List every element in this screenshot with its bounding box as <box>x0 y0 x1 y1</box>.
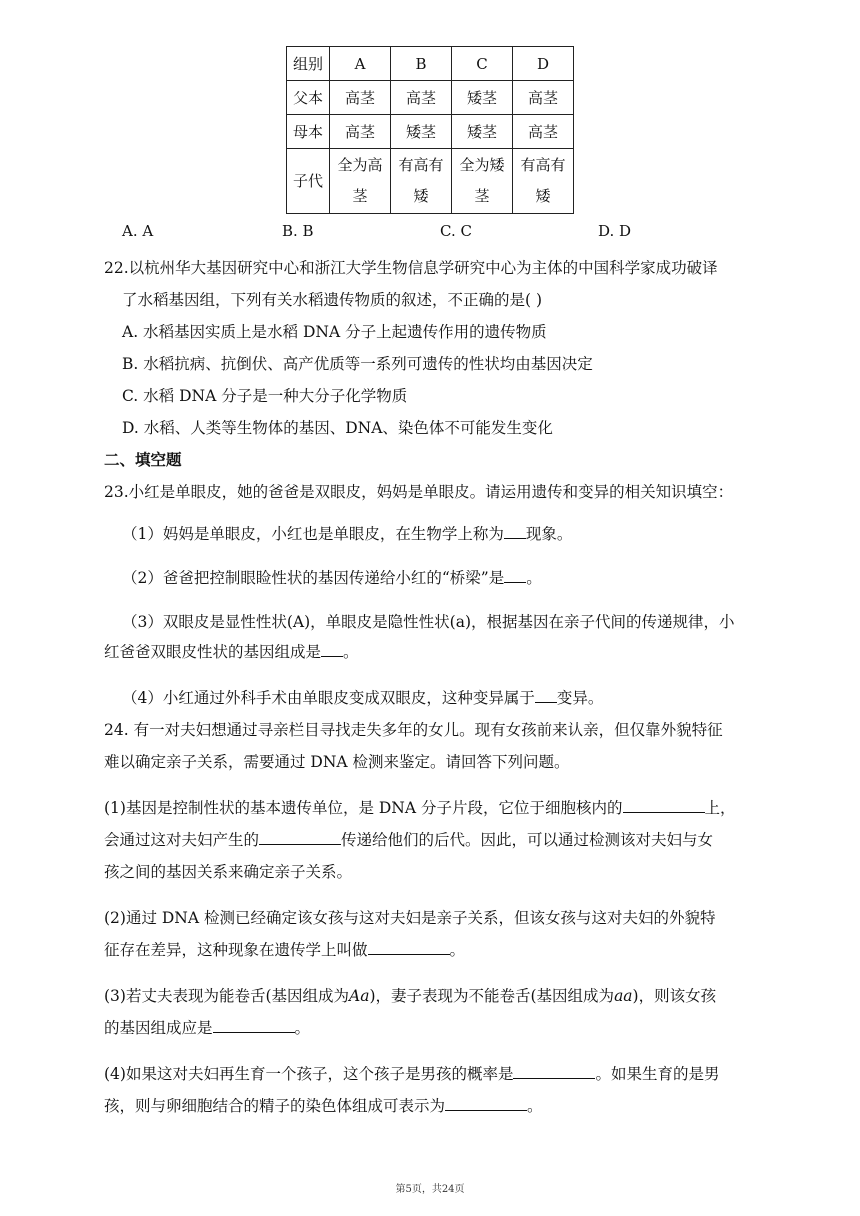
table-cell <box>330 149 391 214</box>
text: （2）爸爸把控制眼睑性状的基因传递给小红的“桥梁”是 <box>122 569 505 587</box>
text: 会通过这对夫妇产生的 <box>104 831 260 849</box>
cell-line: 茎 <box>352 187 368 205</box>
table-cell: 高茎 <box>513 115 574 149</box>
option-a: A. A <box>122 222 154 240</box>
answer-blank[interactable] <box>623 798 705 813</box>
text: 。 <box>526 569 542 587</box>
q24-part1-line2 <box>104 828 713 850</box>
q23-part2 <box>122 566 542 588</box>
table-cell: D <box>513 47 574 81</box>
text: 上， <box>704 799 736 817</box>
text: 。 <box>527 1097 543 1115</box>
table-cell <box>452 149 513 214</box>
answer-blank[interactable] <box>321 642 343 657</box>
cell-line: 矮 <box>413 187 429 205</box>
q22-option-c: C. 水稻 DNA 分子是一种大分子化学物质 <box>122 387 408 405</box>
table-cell: 矮茎 <box>452 81 513 115</box>
table-cell: A <box>330 47 391 81</box>
table-cell: 子代 <box>287 149 330 214</box>
q21-options <box>0 222 860 244</box>
text: (4)如果这对夫妇再生育一个孩子，这个孩子是男孩的概率是 <box>104 1065 514 1083</box>
option-d: D. D <box>598 222 632 240</box>
answer-blank[interactable] <box>213 1018 295 1033</box>
table-cell: 高茎 <box>330 81 391 115</box>
q24-part2-line1: (2)通过 DNA 检测已经确定该女孩与这对夫妇是亲子关系，但该女孩与这对夫妇的外貌特 <box>104 909 716 927</box>
table-cell: 组别 <box>287 47 330 81</box>
genotype: Aa <box>349 987 370 1005</box>
text: 孩，则与卵细胞结合的精子的染色体组成可表示为 <box>104 1097 446 1115</box>
q24-part3-line2 <box>104 1016 310 1038</box>
text: 征存在差异，这种现象在遗传学上叫做 <box>104 941 368 959</box>
answer-blank[interactable] <box>445 1096 527 1111</box>
q22-stem-line2: 了水稻基因组，下列有关水稻遗传物质的叙述，不正确的是( ) <box>122 291 543 309</box>
table-cell: 父本 <box>287 81 330 115</box>
section-heading: 二、填空题 <box>104 450 182 469</box>
table-row <box>287 149 574 214</box>
text: 传递给他们的后代。因此，可以通过检测该对夫妇与女 <box>341 831 714 849</box>
q23-part4 <box>122 686 603 708</box>
text: 变异。 <box>556 689 604 707</box>
table-cell: 矮茎 <box>391 115 452 149</box>
q24-part1-line1 <box>104 796 736 818</box>
q24-part4-line1 <box>104 1062 719 1084</box>
table-cell: B <box>391 47 452 81</box>
q22-option-a: A. 水稻基因实质上是水稻 DNA 分子上起遗传作用的遗传物质 <box>122 323 547 341</box>
table-cell: 矮茎 <box>452 115 513 149</box>
cell-line: 全为高 <box>337 156 383 174</box>
q22-option-b: B. 水稻抗病、抗倒伏、高产优质等一系列可遗传的性状均由基因决定 <box>122 355 593 373</box>
q24-stem-line1: 24. 有一对夫妇想通过寻亲栏目寻找走失多年的女儿。现有女孩前来认亲，但仅靠外貌特征 <box>104 721 723 739</box>
cell-line: 有高有 <box>398 156 444 174</box>
text: （1）妈妈是单眼皮，小红也是单眼皮，在生物学上称为 <box>122 525 504 543</box>
table-cell <box>513 149 574 214</box>
text: 红爸爸双眼皮性状的基因组成是 <box>104 643 322 661</box>
option-b: B. B <box>282 222 314 240</box>
text: 的基因组成应是 <box>104 1019 213 1037</box>
table-cell: 高茎 <box>391 81 452 115</box>
q24-part3-line1 <box>104 984 716 1006</box>
table-header-row <box>287 47 574 81</box>
option-c: C. C <box>440 222 472 240</box>
answer-blank[interactable] <box>368 940 450 955</box>
table-row <box>287 115 574 149</box>
text: 。 <box>343 643 359 661</box>
table-row <box>287 81 574 115</box>
text: )，妻子表现为不能卷舌(基因组成为 <box>369 987 615 1005</box>
answer-blank[interactable] <box>504 524 526 539</box>
q23-part3-line2 <box>104 640 359 662</box>
cell-line: 矮 <box>535 187 551 205</box>
genotype: aa <box>614 987 633 1005</box>
q22-option-d: D. 水稻、人类等生物体的基因、DNA、染色体不可能发生变化 <box>122 419 553 437</box>
table-cell: C <box>452 47 513 81</box>
table-cell: 高茎 <box>513 81 574 115</box>
q24-stem-line2: 难以确定亲子关系，需要通过 DNA 检测来鉴定。请回答下列问题。 <box>104 753 570 771</box>
q24-part1-line3: 孩之间的基因关系来确定亲子关系。 <box>104 863 353 881</box>
cell-line: 茎 <box>474 187 490 205</box>
q24-part4-line2 <box>104 1094 543 1116</box>
q23-stem: 23.小红是单眼皮，她的爸爸是双眼皮，妈妈是单眼皮。请运用遗传和变异的相关知识填空： <box>104 483 734 501</box>
cross-experiment-table <box>286 46 574 214</box>
cell-line: 全为矮 <box>459 156 505 174</box>
text: （4）小红通过外科手术由单眼皮变成双眼皮，这种变异属于 <box>122 689 535 707</box>
page-number: 第5页，共24页 <box>395 1184 465 1195</box>
text: (3)若丈夫表现为能卷舌(基因组成为 <box>104 987 350 1005</box>
text: 。如果生育的是男 <box>595 1065 720 1083</box>
table-cell: 母本 <box>287 115 330 149</box>
q23-part1 <box>122 522 572 544</box>
table-cell: 高茎 <box>330 115 391 149</box>
text: 。 <box>449 941 466 959</box>
text: (1)基因是控制性状的基本遗传单位，是 DNA 分子片段，它位于细胞核内的 <box>104 799 623 817</box>
q22-stem-line1: 22.以杭州华大基因研究中心和浙江大学生物信息学研究中心为主体的中国科学家成功破译 <box>104 259 718 277</box>
answer-blank[interactable] <box>513 1064 595 1079</box>
table-cell <box>391 149 452 214</box>
cell-line: 有高有 <box>520 156 566 174</box>
answer-blank[interactable] <box>259 830 341 845</box>
text: )，则该女孩 <box>632 987 717 1005</box>
text: 。 <box>294 1019 311 1037</box>
q24-part2-line2 <box>104 938 465 960</box>
answer-blank[interactable] <box>504 568 526 583</box>
q23-part3-line1: （3）双眼皮是显性性状(A)，单眼皮是隐性性状(a)，根据基因在亲子代间的传递规律，小 <box>122 613 735 631</box>
text: 现象。 <box>525 525 573 543</box>
answer-blank[interactable] <box>535 688 557 703</box>
